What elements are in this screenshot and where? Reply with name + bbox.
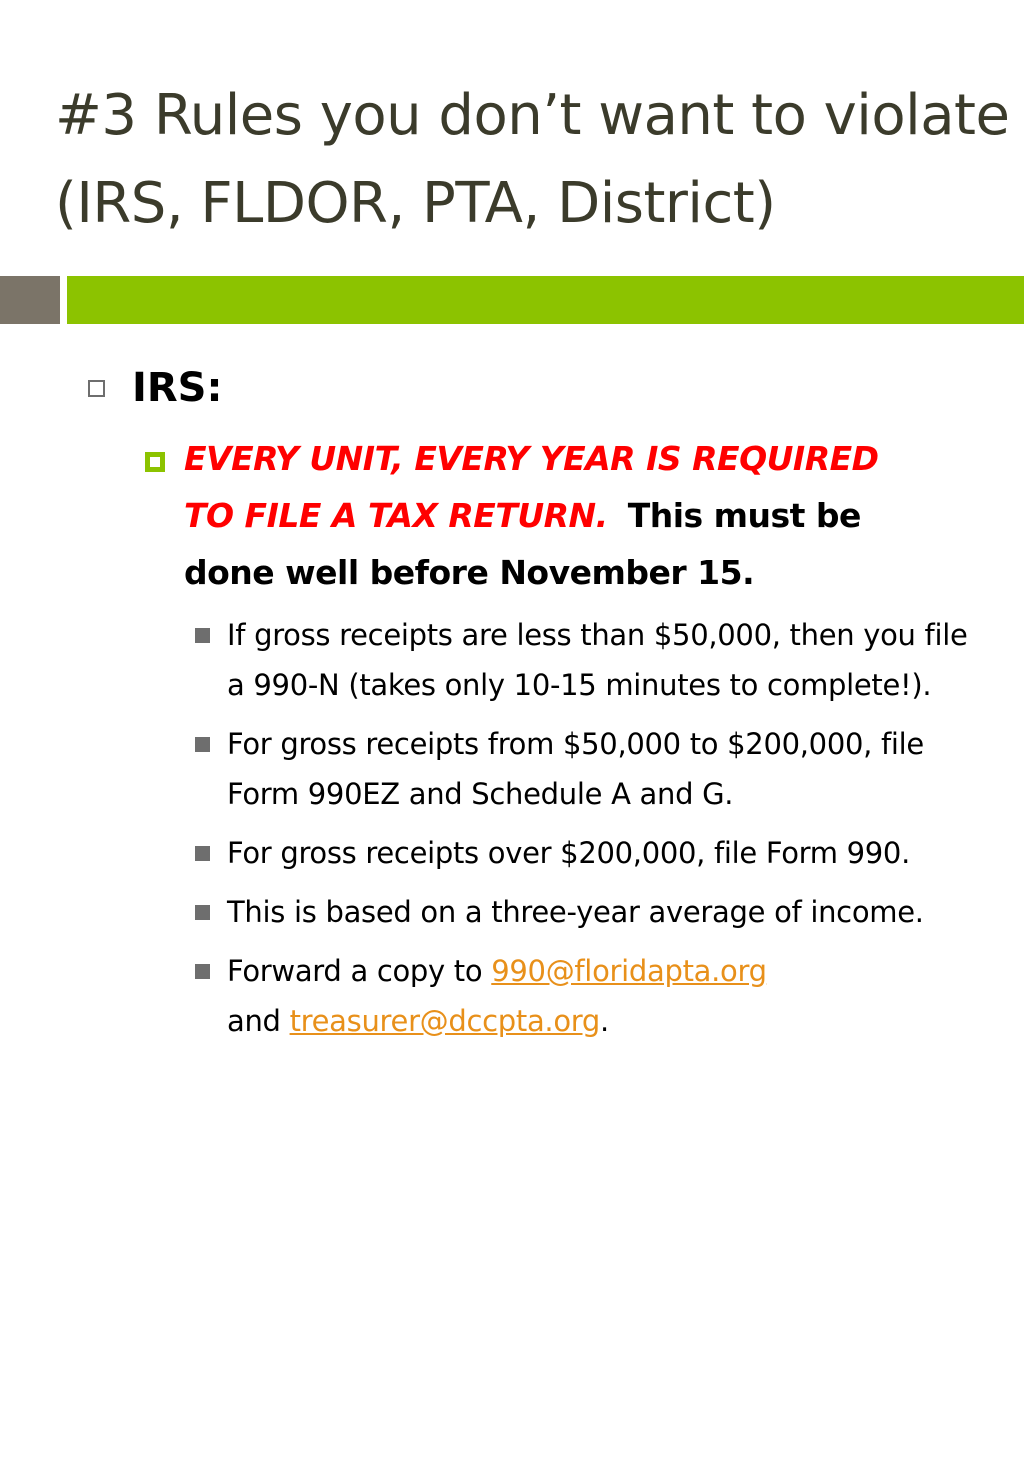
filled-square-bullet-icon: [195, 628, 210, 643]
list-item: [190, 828, 980, 878]
sub-point-text: This is based on a three-year average of income.: [227, 895, 924, 929]
email-link-dccpta[interactable]: treasurer@dccpta.org: [289, 1004, 601, 1038]
sub-point-text: For gross receipts from $50,000 to $200,000, file Form 990EZ and Schedule A and G.: [227, 727, 924, 811]
forward-suffix: .: [600, 1004, 609, 1038]
green-square-bullet-icon: [145, 452, 165, 472]
filled-square-bullet-icon: [195, 737, 210, 752]
sub-point-text: If gross receipts are less than $50,000, then you file a 990-N (takes only 10-15 minutes to complete!).: [227, 618, 968, 702]
email-link-floridapta[interactable]: 990@floridapta.org: [491, 954, 767, 988]
requirement-text: [184, 430, 934, 601]
sub-bullet-list: [190, 610, 980, 1055]
filled-square-bullet-icon: [195, 964, 210, 979]
requirement-deadline: This must be done well before November 15.: [184, 496, 861, 592]
list-item: [190, 887, 980, 937]
requirement-emphasis: EVERY UNIT, EVERY YEAR IS REQUIRED TO FILE A TAX RETURN.: [184, 439, 879, 535]
list-item: [190, 610, 980, 710]
filled-square-bullet-icon: [195, 905, 210, 920]
slide-title: #3 Rules you don’t want to violate (IRS, FLDOR, PTA, District): [55, 83, 1010, 236]
title-divider-gray-block: [0, 276, 60, 324]
sub-point-text: For gross receipts over $200,000, file Form 990.: [227, 836, 911, 870]
forward-middle: and: [227, 1004, 290, 1038]
hollow-square-bullet-icon: [88, 380, 105, 397]
filled-square-bullet-icon: [195, 846, 210, 861]
list-item-forward: [190, 946, 980, 1046]
list-item: [190, 719, 980, 819]
forward-prefix: Forward a copy to: [227, 954, 492, 988]
irs-heading: IRS:: [132, 365, 223, 411]
title-divider-green-bar: [67, 276, 1024, 324]
